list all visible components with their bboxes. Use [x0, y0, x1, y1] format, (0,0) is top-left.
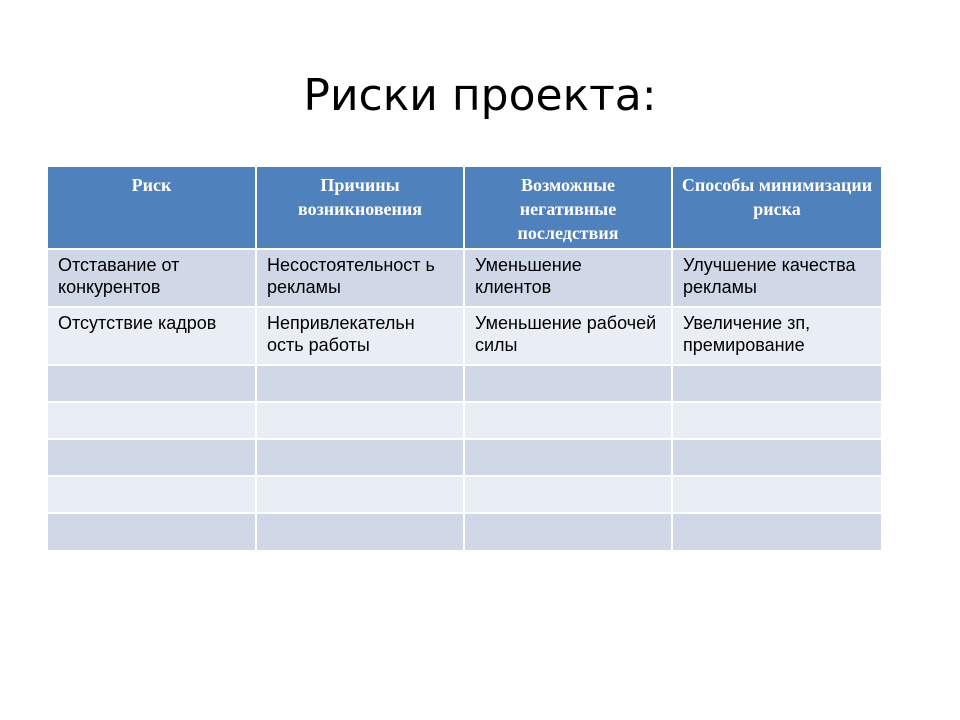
table-cell: Отставание от конкурентов — [48, 249, 256, 307]
table-cell — [464, 439, 672, 476]
table-cell — [464, 365, 672, 402]
table-cell — [672, 439, 881, 476]
table-cell — [672, 513, 881, 550]
table-cell — [464, 513, 672, 550]
table-cell: Уменьшение рабочей силы — [464, 307, 672, 365]
header-risk: Риск — [48, 167, 256, 249]
table-row — [48, 513, 881, 550]
table-cell: Непривлекательн ость работы — [256, 307, 464, 365]
table-row — [48, 476, 881, 513]
table-cell — [256, 513, 464, 550]
table-cell: Улучшение качества рекламы — [672, 249, 881, 307]
table-cell — [256, 476, 464, 513]
table-cell — [672, 402, 881, 439]
table-header-row — [48, 167, 881, 249]
header-consequences: Возможные негативные последствия — [464, 167, 672, 249]
table-row — [48, 307, 881, 365]
table-cell — [48, 365, 256, 402]
table-cell — [672, 476, 881, 513]
table-row — [48, 249, 881, 307]
table-cell — [464, 402, 672, 439]
table-row — [48, 439, 881, 476]
table-cell: Отсутствие кадров — [48, 307, 256, 365]
table-cell — [464, 476, 672, 513]
header-mitigation: Способы минимизации риска — [672, 167, 881, 249]
table-cell — [48, 476, 256, 513]
table-cell — [48, 439, 256, 476]
table-cell: Увеличение зп, премирование — [672, 307, 881, 365]
header-causes: Причины возникновения — [256, 167, 464, 249]
table-cell — [256, 365, 464, 402]
table-cell — [256, 402, 464, 439]
risk-table — [48, 167, 881, 550]
slide-title: Риски проекта: — [303, 70, 657, 121]
table-cell — [48, 402, 256, 439]
table-row — [48, 402, 881, 439]
table-cell — [256, 439, 464, 476]
table-cell — [672, 365, 881, 402]
table-cell — [48, 513, 256, 550]
table-row — [48, 365, 881, 402]
table-cell: Уменьшение клиентов — [464, 249, 672, 307]
table-cell: Несостоятельност ь рекламы — [256, 249, 464, 307]
